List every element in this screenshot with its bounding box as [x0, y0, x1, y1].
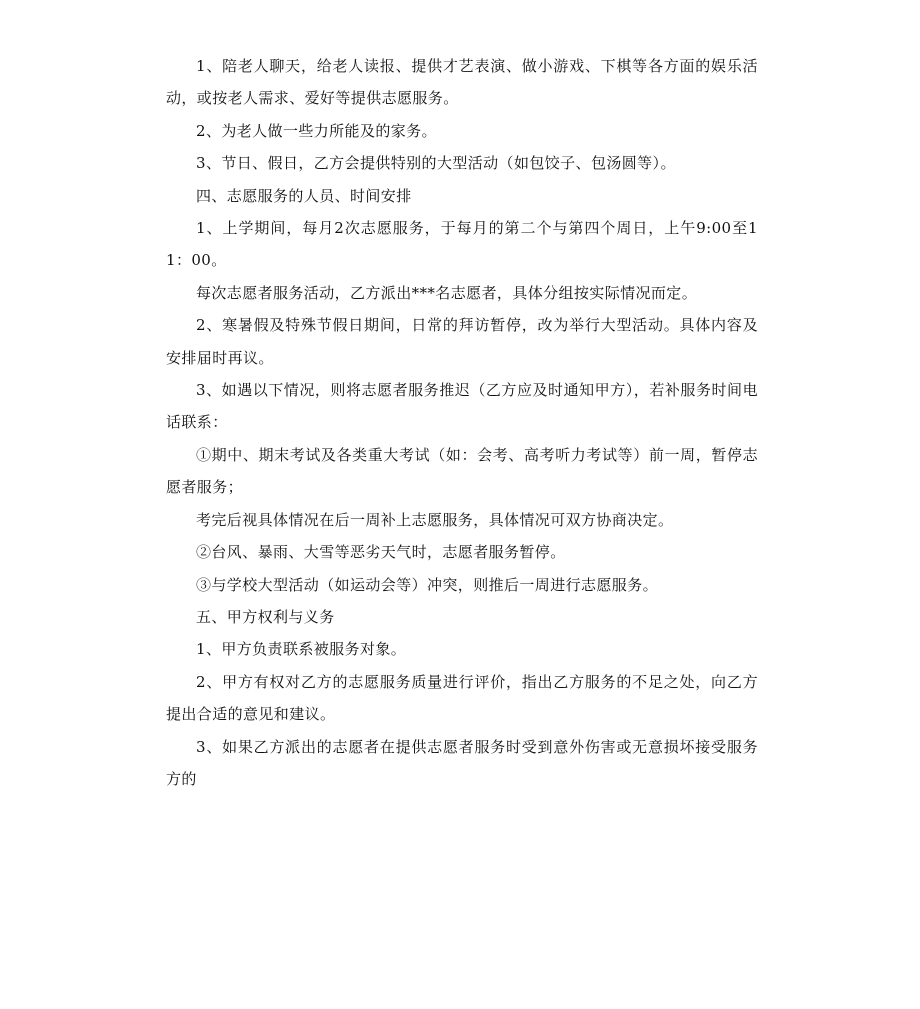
- paragraph: 3、节日、假日，乙方会提供特别的大型活动（如包饺子、包汤圆等）。: [196, 154, 676, 173]
- paragraph: 3、如果乙方派出的志愿者在提供志愿者服务时受到意外伤害或无意损坏接受服务方的: [166, 737, 758, 788]
- paragraph: 1、陪老人聊天，给老人读报、提供才艺表演、做小游戏、下棋等各方面的娱乐活动，或按老人需求、爱好等提供志愿服务。: [166, 57, 758, 108]
- paragraph: 3、如遇以下情况，则将志愿者服务推迟（乙方应及时通知甲方），若补服务时间电话联系：: [166, 381, 758, 432]
- paragraph: 1、上学期间，每月2次志愿服务，于每月的第二个与第四个周日，上午9:00至11：00。: [166, 219, 758, 270]
- paragraph: ③与学校大型活动（如运动会等）冲突，则推后一周进行志愿服务。: [196, 575, 659, 594]
- paragraph: ①期中、期末考试及各类重大考试（如：会考、高考听力考试等）前一周，暂停志愿者服务；: [166, 445, 758, 497]
- paragraph: 2、为老人做一些力所能及的家务。: [196, 121, 437, 140]
- paragraph: 每次志愿者服务活动，乙方派出***名志愿者，具体分组按实际情况而定。: [196, 283, 698, 302]
- paragraph: 1、甲方负责联系被服务对象。: [196, 640, 407, 659]
- section-heading: 五、甲方权利与义务: [196, 607, 335, 626]
- document-body: [166, 50, 758, 795]
- paragraph: 考完后视具体情况在后一周补上志愿服务，具体情况可双方协商决定。: [196, 510, 674, 529]
- paragraph: ②台风、暴雨、大雪等恶劣天气时，志愿者服务暂停。: [196, 543, 566, 562]
- paragraph: 2、寒暑假及特殊节假日期间，日常的拜访暂停，改为举行大型活动。具体内容及安排届时再议。: [166, 316, 758, 367]
- section-heading: 四、志愿服务的人员、时间安排: [196, 186, 412, 205]
- paragraph: 2、甲方有权对乙方的志愿服务质量进行评价，指出乙方服务的不足之处，向乙方提出合适的意见和建议。: [166, 672, 758, 724]
